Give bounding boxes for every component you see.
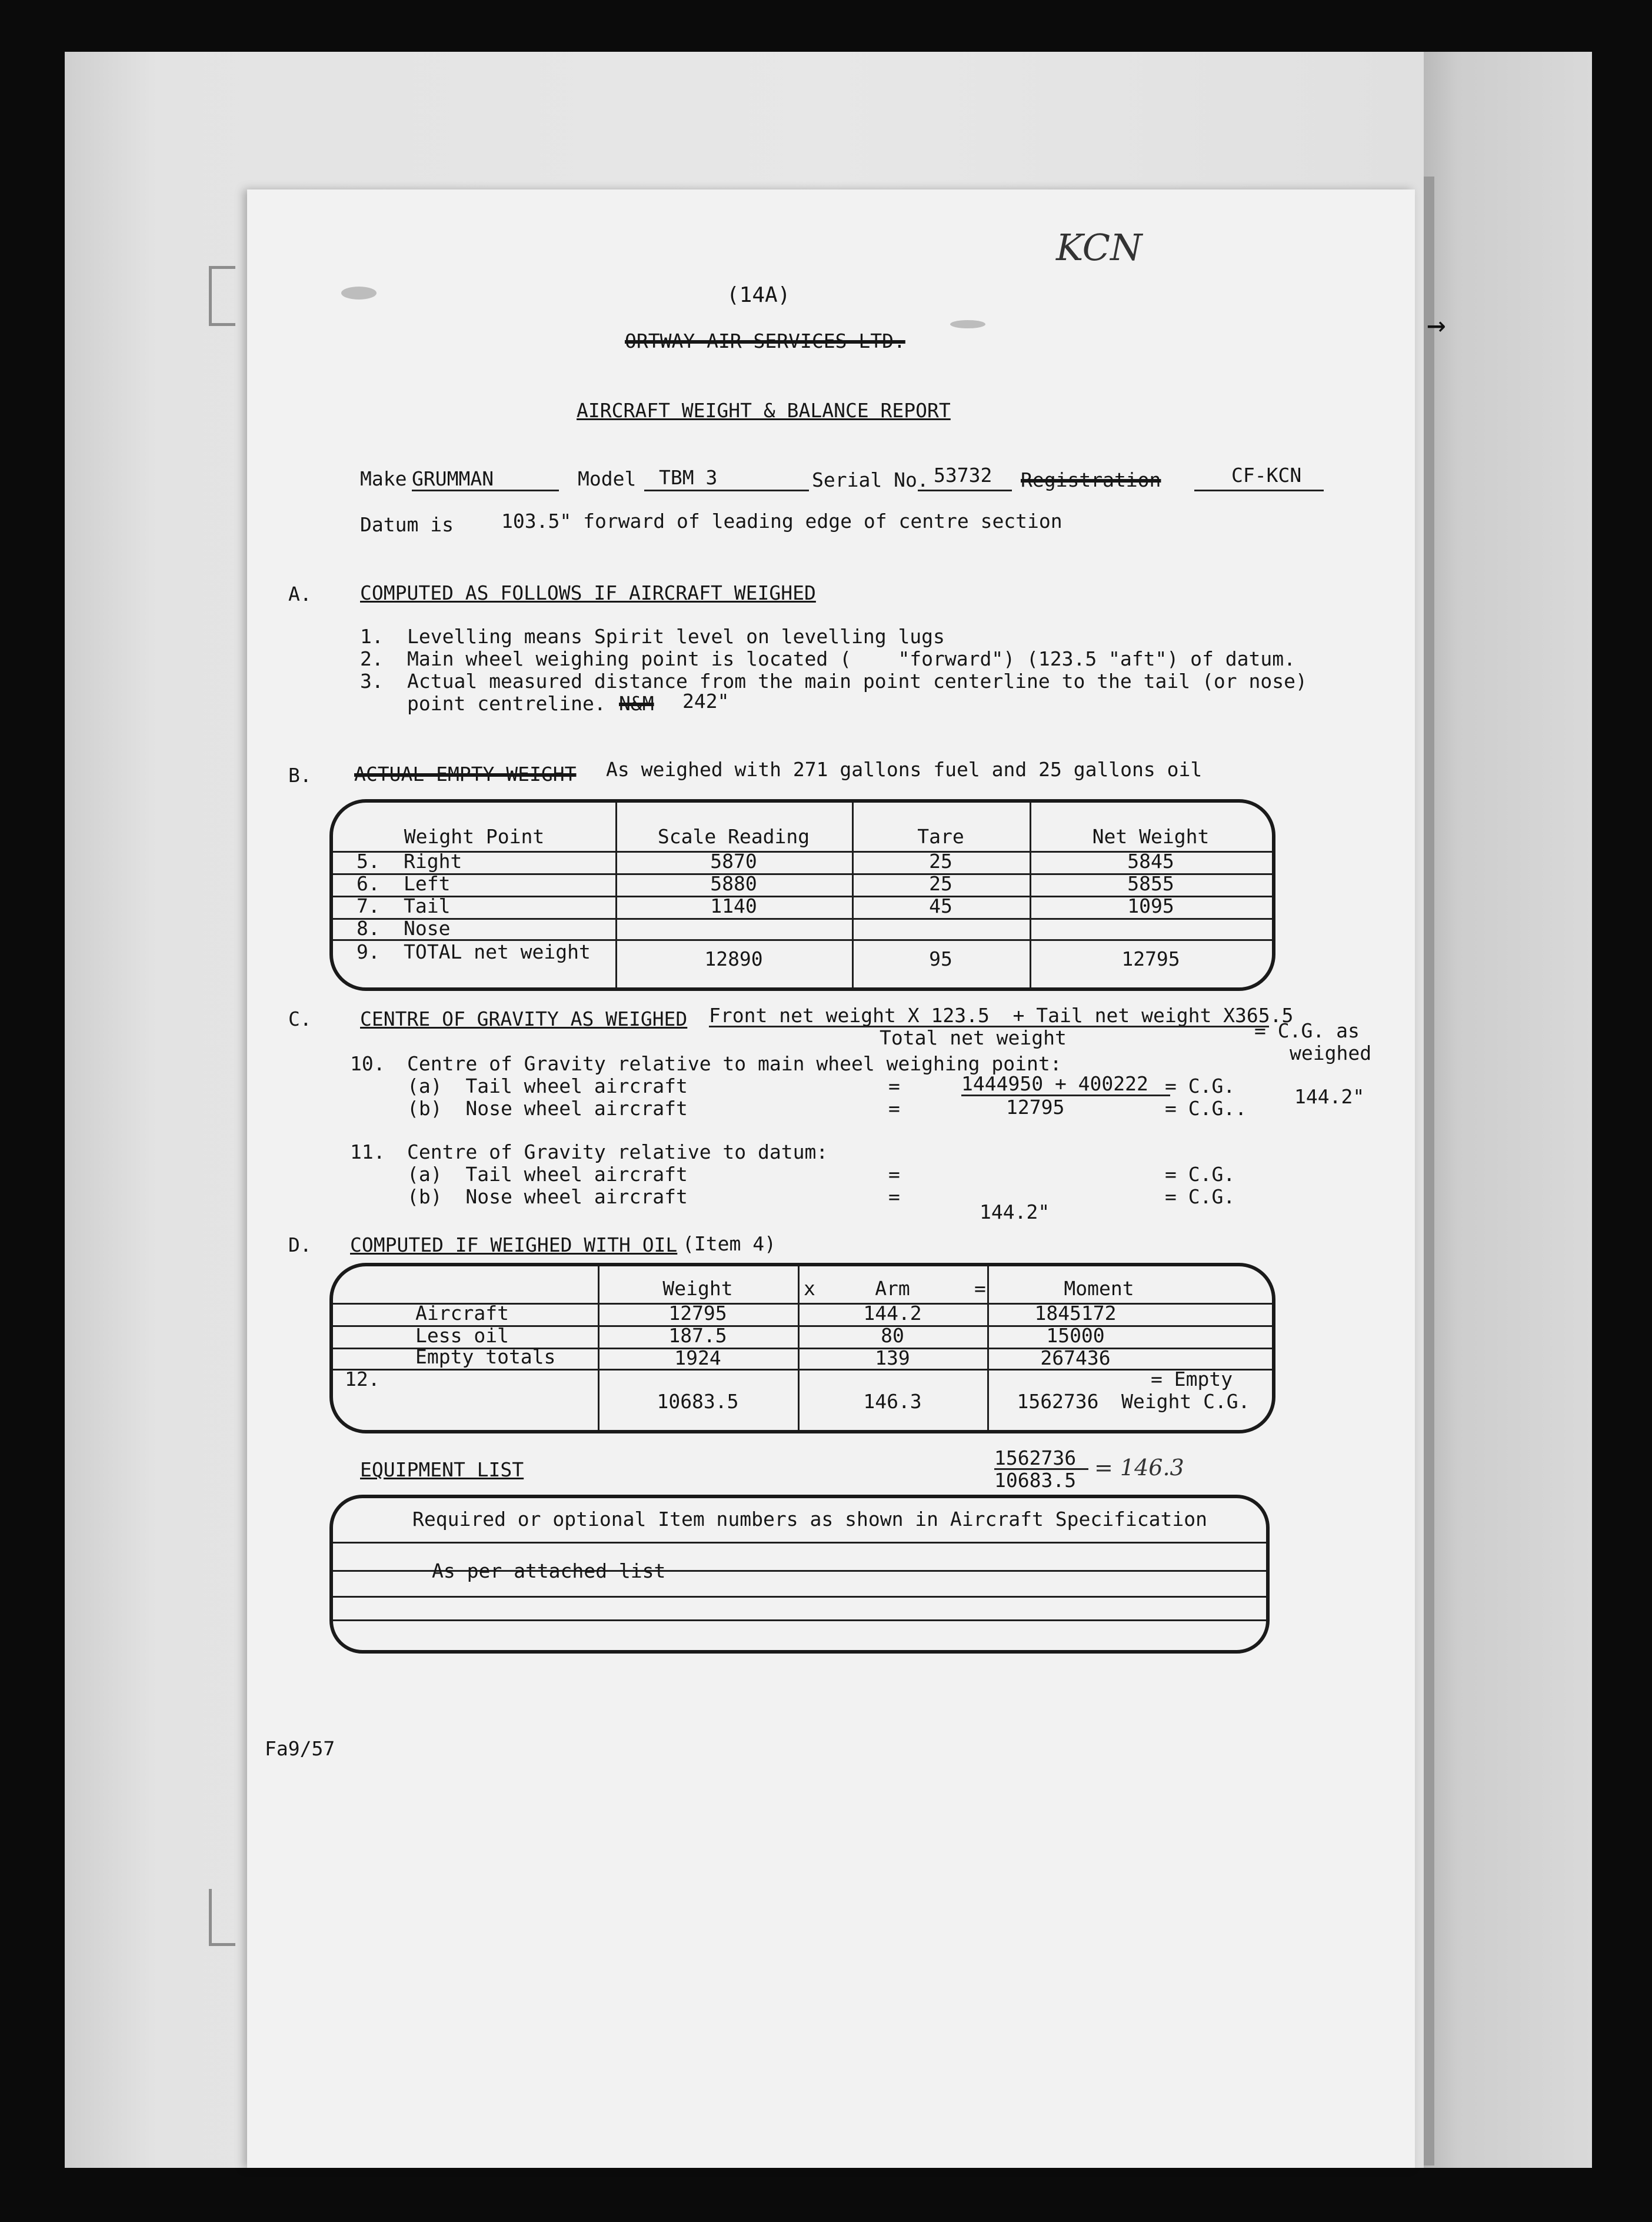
cg-formula-numerator: Front net weight X 123.5 + Tail net weight X365.5 (709, 1004, 1294, 1027)
backing-sheet-edge (1424, 52, 1592, 2168)
net-weight: 1095 (1127, 894, 1174, 917)
moment-value: 267436 (1040, 1346, 1111, 1369)
row-number: 12. (345, 1368, 380, 1391)
arrow-icon: → (1427, 306, 1446, 343)
section-c-letter: C. (288, 1007, 312, 1030)
section-a-letter: A. (288, 583, 312, 606)
row-label: Empty totals (415, 1345, 556, 1368)
section-a-item-num: 1. (360, 625, 384, 648)
section-b-heading: ACTUAL EMPTY WEIGHT (354, 763, 577, 786)
registration-underline (1194, 490, 1324, 491)
equals-sign: = (888, 1185, 900, 1208)
cg-label: = C.G. (1165, 1185, 1235, 1208)
ink-smudge (341, 287, 377, 300)
cg-label: = C.G.. (1165, 1097, 1247, 1120)
form-code: Fa9/57 (265, 1737, 335, 1760)
scale-reading: 5880 (710, 872, 757, 895)
item-number: 11. (350, 1140, 385, 1163)
total-weight: 10683.5 (657, 1390, 739, 1413)
tare-value: 45 (929, 894, 952, 917)
sheet-edge-shadow (1424, 177, 1434, 2166)
item-sub-label: (a) Tail wheel aircraft (407, 1163, 688, 1186)
cg-label: = C.G. (1165, 1075, 1235, 1097)
tare-value: 25 (929, 850, 952, 873)
moment-value: 15000 (1046, 1324, 1105, 1347)
section-a-item-text: Main wheel weighing point is located ( "forward") (123.5 "aft") of datum. (407, 647, 1295, 670)
model-value: TBM 3 (659, 466, 718, 489)
report-page (247, 189, 1415, 2168)
column-header: Tare (917, 825, 964, 848)
section-a-item3-value: 242" (682, 690, 730, 713)
scale-reading: 5870 (710, 850, 757, 873)
scale-reading: 1140 (710, 894, 757, 917)
column-header: Scale Reading (657, 825, 810, 848)
arm-value: 144.2 (863, 1302, 922, 1325)
ink-smudge (950, 320, 985, 328)
cg-formula-denominator: Total net weight (880, 1026, 1067, 1049)
row-label: Less oil (415, 1324, 509, 1347)
equals-sign: = (888, 1163, 900, 1186)
weight-value: 187.5 (668, 1324, 727, 1347)
row-number: 5. (357, 850, 380, 873)
cg-formula-result: weighed (1290, 1042, 1372, 1065)
section-c-heading: CENTRE OF GRAVITY AS WEIGHED (360, 1007, 688, 1030)
item-number: 10. (350, 1052, 385, 1075)
item-sub-label: (b) Nose wheel aircraft (407, 1185, 688, 1208)
section-d-heading-suffix: (Item 4) (682, 1232, 776, 1255)
cg-datum-result: 144.2" (980, 1200, 1050, 1223)
section-a-item3-mark: N&M (619, 692, 654, 715)
serial-value: 53732 (934, 464, 992, 487)
make-label: Make (360, 467, 407, 490)
weight-point: Nose (404, 917, 451, 940)
company-name: ORTWAY AIR SERVICES LTD. (625, 330, 905, 352)
cg-label: = C.G. (1165, 1163, 1235, 1186)
page-code: (14A) (727, 283, 791, 307)
cg-result: 144.2" (1294, 1085, 1365, 1108)
model-label: Model (578, 467, 637, 490)
moment-value: 1845172 (1034, 1302, 1117, 1325)
column-operator: x (804, 1277, 815, 1300)
weight-table (329, 799, 1275, 991)
row-number: 9. (357, 940, 380, 963)
handwritten-registration: KCN (1056, 226, 1143, 269)
arm-value: 139 (875, 1346, 910, 1369)
cg-formula-result: = C.G. as (1254, 1019, 1360, 1042)
table-rule (333, 918, 1272, 920)
item-sub-label: (b) Nose wheel aircraft (407, 1097, 688, 1120)
net-weight: 12795 (1121, 947, 1180, 970)
weight-point: Tail (404, 894, 451, 917)
net-weight: 5855 (1127, 872, 1174, 895)
item-text: Centre of Gravity relative to datum: (407, 1140, 828, 1163)
handwritten-cg-result: = 146.3 (1094, 1455, 1184, 1481)
section-a-item-text: Levelling means Spirit level on levelling lugs (407, 625, 945, 648)
column-header: Weight Point (404, 825, 545, 848)
weight-point: Right (404, 850, 462, 873)
equals-sign: = (888, 1075, 900, 1097)
weight-point: Left (404, 872, 451, 895)
section-a-item-num: 3. (360, 670, 384, 693)
total-moment: 1562736 (1017, 1390, 1099, 1413)
make-underline (412, 490, 559, 491)
tare-value: 95 (929, 947, 952, 970)
cg-calc-numerator: 1444950 + 400222 (961, 1072, 1148, 1095)
equipment-calc-denominator: 10683.5 (994, 1469, 1077, 1492)
cg-calc-denominator: 12795 (1006, 1096, 1065, 1119)
section-a-item-num: 2. (360, 647, 384, 670)
serial-label: Serial No. (812, 468, 929, 491)
equals-sign: = (888, 1097, 900, 1120)
oil-table (329, 1263, 1275, 1433)
section-d-heading: COMPUTED IF WEIGHED WITH OIL (350, 1233, 678, 1256)
datum-label: Datum is (360, 513, 454, 536)
column-header: Moment (1064, 1277, 1134, 1300)
equipment-entry: As per attached list (432, 1559, 666, 1582)
section-a-item3-cont: point centreline. (407, 692, 606, 715)
net-weight: 5845 (1127, 850, 1174, 873)
datum-value: 103.5" forward of leading edge of centre section (501, 510, 1063, 533)
weight-point: TOTAL net weight (404, 940, 591, 963)
model-underline (644, 490, 809, 491)
column-operator: = (974, 1277, 986, 1300)
cg-calc-bar (961, 1095, 1170, 1096)
registration-value: CF-KCN (1231, 464, 1302, 487)
section-a-item-text: Actual measured distance from the main point centerline to the tail (or nose) (407, 670, 1307, 693)
arm-value: 80 (881, 1324, 904, 1347)
column-header: Net Weight (1092, 825, 1210, 848)
section-a-heading: COMPUTED AS FOLLOWS IF AIRCRAFT WEIGHED (360, 581, 816, 604)
row-number: 7. (357, 894, 380, 917)
total-arm: 146.3 (863, 1390, 922, 1413)
section-d-letter: D. (288, 1233, 312, 1256)
column-header: Arm (875, 1277, 910, 1300)
registration-mark-top (209, 266, 235, 326)
weight-value: 12795 (668, 1302, 727, 1325)
section-b-letter: B. (288, 764, 312, 787)
box-rule (333, 1596, 1266, 1598)
scale-reading: 12890 (704, 947, 763, 970)
serial-underline (918, 490, 1012, 491)
row-label: Aircraft (415, 1302, 509, 1325)
weight-value: 1924 (674, 1346, 721, 1369)
page-title: AIRCRAFT WEIGHT & BALANCE REPORT (577, 399, 951, 422)
equipment-calc-numerator: 1562736 (994, 1446, 1077, 1469)
box-rule (333, 1542, 1266, 1544)
item-sub-label: (a) Tail wheel aircraft (407, 1075, 688, 1097)
equipment-box (329, 1495, 1270, 1654)
item-text: Centre of Gravity relative to main wheel weighing point: (407, 1052, 1062, 1075)
total-note: = Empty (1151, 1368, 1233, 1391)
equipment-box-header: Required or optional Item numbers as shown in Aircraft Specification (412, 1508, 1208, 1531)
total-note: Weight C.G. (1121, 1390, 1250, 1413)
row-number: 8. (357, 917, 380, 940)
section-b-note: As weighed with 271 gallons fuel and 25 gallons oil (606, 758, 1203, 781)
equipment-heading: EQUIPMENT LIST (360, 1458, 524, 1481)
column-header: Weight (662, 1277, 733, 1300)
box-rule (333, 1619, 1266, 1621)
tare-value: 25 (929, 872, 952, 895)
registration-label: Registration (1021, 468, 1161, 491)
registration-mark-bottom (209, 1889, 235, 1946)
row-number: 6. (357, 872, 380, 895)
make-value: GRUMMAN (412, 467, 494, 490)
